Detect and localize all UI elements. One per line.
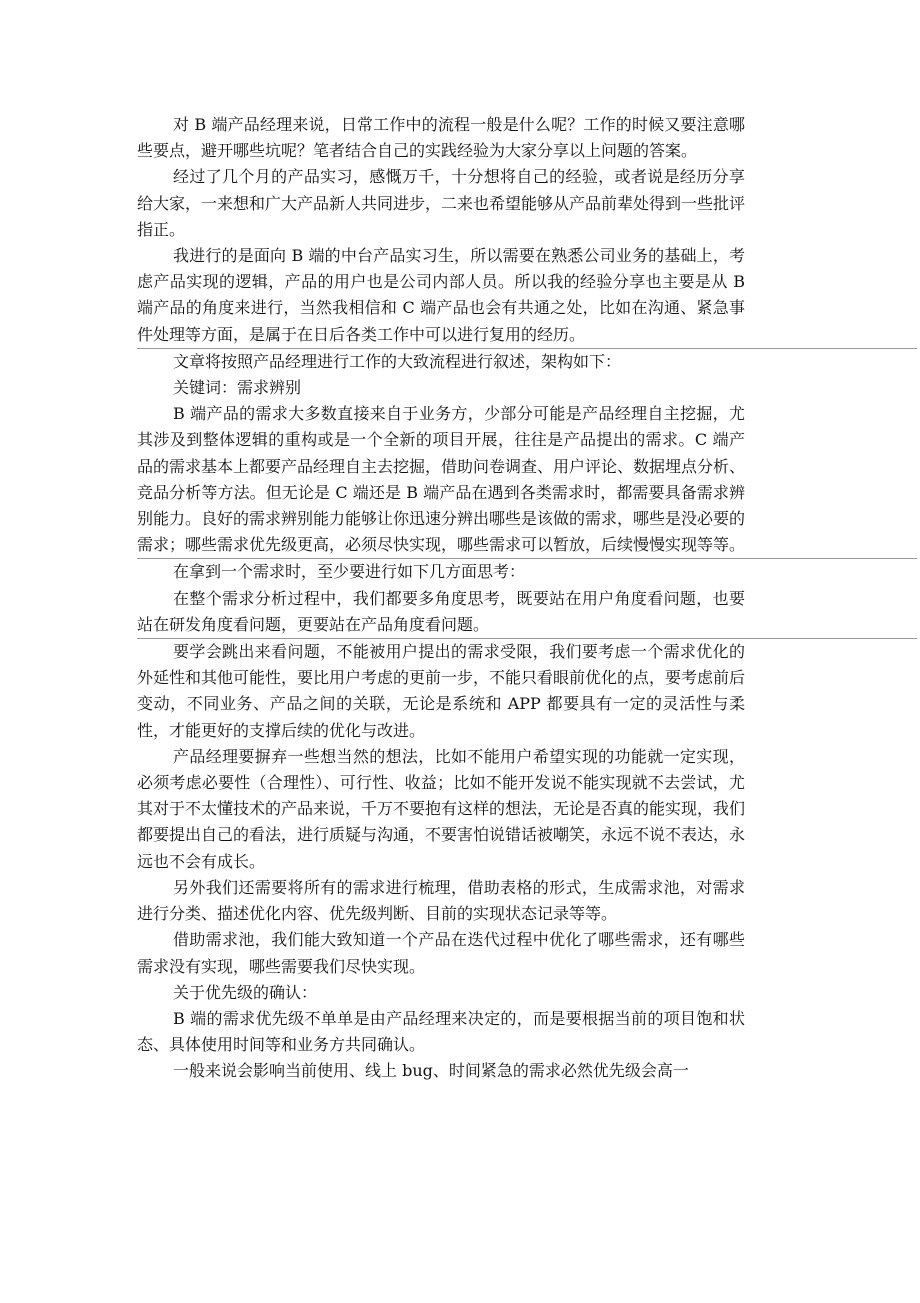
paragraph: 一般来说会影响当前使用、线上 bug、时间紧急的需求必然优先级会高一	[173, 1061, 689, 1081]
paragraph: 在整个需求分析过程中，我们都要多角度思考，既要站在用户角度看问题，也要站在研发角度看问题，更要站在产品角度看问题。	[137, 588, 745, 634]
paragraph: 借助需求池，我们能大致知道一个产品在迭代过程中优化了哪些需求，还有哪些需求没有实现，哪些需要我们尽快实现。	[137, 930, 745, 976]
paragraph: 关于优先级的确认：	[173, 982, 318, 1002]
paragraph: 对 B 端产品经理来说，日常工作中的流程一般是什么呢？工作的时候又要注意哪些要点，避开哪些坑呢？笔者结合自己的实践经验为大家分享以上问题的答案。	[137, 115, 745, 161]
paragraph: 要学会跳出来看问题，不能被用户提出的需求受限，我们要考虑一个需求优化的外延性和其他可能性，要比用户考虑的更前一步，不能只看眼前优化的点，要考虑前后变动，不同业务、产品之间的关联，无论是系统和 APP 都要具有一定的灵活性与柔性，才能更好的支撑后续的优化与改进。	[137, 642, 746, 740]
paragraph: 产品经理要摒弃一些想当然的想法，比如不能用户希望实现的功能就一定实现，必须考虑必要性（合理性）、可行性、收益；比如不能开发说不能实现就不去尝试，尤其对于不太懂技术的产品来说，千万不要抱有这样的想法，无论是否真的能实现，我们都要提出自己的看法，进行质疑与沟通，不要害怕说错话被嘲笑，永远不说不表达，永远也不会有成长。	[137, 746, 746, 871]
paragraph: 文章将按照产品经理进行工作的大致流程进行叙述，架构如下：	[173, 351, 622, 371]
paragraph: B 端的需求优先级不单单是由产品经理来决定的，而是要根据当前的项目饱和状态、具体使用时间等和业务方共同确认。	[137, 1008, 745, 1055]
paragraph: 在拿到一个需求时，至少要进行如下几方面思考：	[173, 562, 526, 582]
paragraph: 经过了几个月的产品实习，感慨万千，十分想将自己的经验，或者说是经历分享给大家，一来想和广大产品新人共同进步，二来也希望能够从产品前辈处得到一些批评指正。	[137, 167, 746, 239]
paragraph: 另外我们还需要将所有的需求进行梳理，借助表格的形式，生成需求池，对需求进行分类、描述优化内容、优先级判断、目前的实现状态记录等等。	[137, 877, 745, 924]
paragraph: 关键词：需求辨别	[173, 378, 302, 398]
paragraph: B 端产品的需求大多数直接来自于业务方，少部分可能是产品经理自主挖掘，尤其涉及到整体逻辑的重构或是一个全新的项目开展，往往是产品提出的需求。C 端产品的需求基本上都要产品经理自主去挖掘，借助问卷调查、用户评论、数据埋点分析、竞品分析等方法。但无论是 C 端还是 B 端产品在遇到各类需求时，都需要具备需求辨别能力。良好的需求辨别能力能够让你迅速分辨出哪些是该做的需求，哪些是没必要的需求；哪些需求优先级更高，必须尽快实现，哪些需求可以暂放，后续慢慢实现等等。	[137, 404, 746, 555]
article-body	[137, 112, 745, 1085]
paragraph: 我进行的是面向 B 端的中台产品实习生，所以需要在熟悉公司业务的基础上，考虑产品实现的逻辑，产品的用户也是公司内部人员。所以我的经验分享也主要是从 B 端产品的角度来进行，当然我相信和 C 端产品也会有共通之处，比如在沟通、紧急事件处理等方面，是属于在日后各类工作中可以进行复用的经历。	[137, 246, 745, 344]
